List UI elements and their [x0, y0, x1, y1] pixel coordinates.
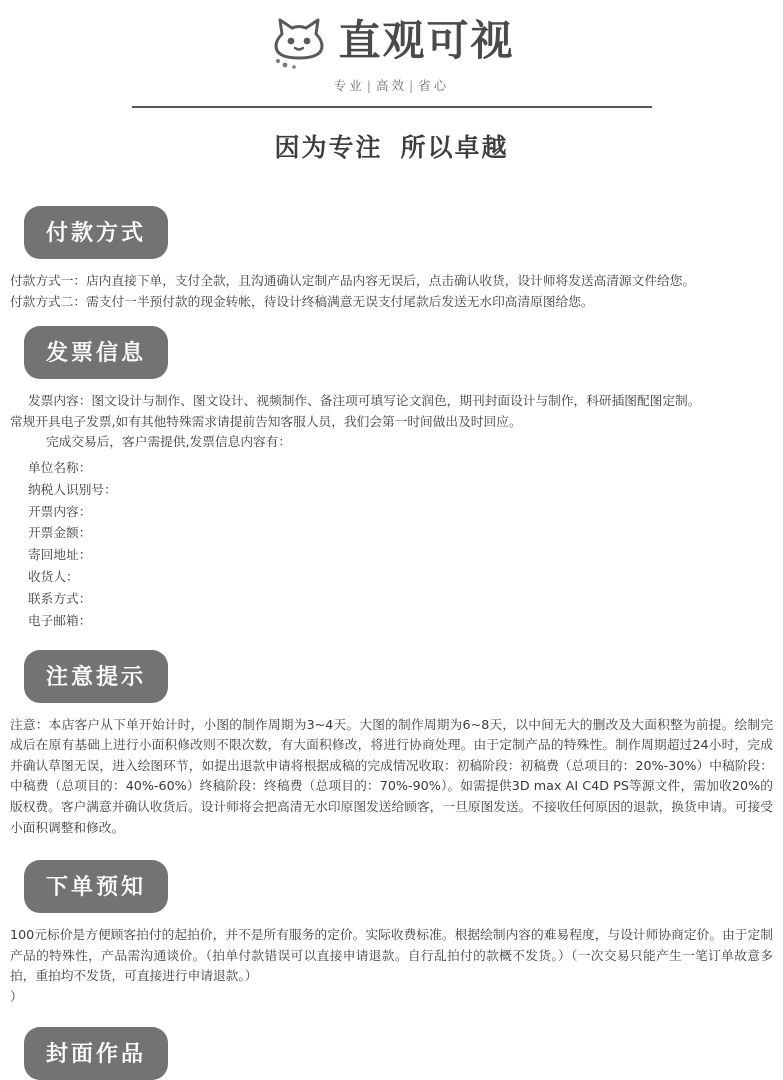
notice-paragraph-1: 注意：本店客户从下单开始计时，小图的制作周期为3~4天。大图的制作周期为6~8天，以中间无大的删改及大面积整为前提。绘制完成后在原有基础上进行小面积修改则不限次数，有大面积修改，将进行协商处理。由于定制产品的特殊性。制作周期超过24小时，完成并确认草图无误，进入绘图环节，如提出退款申请将根据成稿的完成情况收取：初稿阶段：初稿费（总项目的：20%-30%）中稿阶段：中稿费（总项目的：40%-60%）终稿阶段：终稿费（总项目的：70%-90%）。如需提供3D max AI C4D PS等源文件，需加收20%的版权费。客户满意并确认收货后。设计师将会把高清无水印原图发送给顾客，一旦原图发送。不接收任何原因的退款，换货申请。可接受小面积调整和修改。: [10, 716, 773, 835]
slogan-right: 所以卓越: [400, 133, 509, 162]
section-title-payment: 付款方式: [24, 206, 168, 259]
section-title-invoice: 发票信息: [24, 326, 168, 379]
section-notice-body: [0, 715, 783, 838]
tagline-part-3: 省心: [418, 78, 450, 93]
slogan-left: 因为专注: [274, 133, 383, 162]
header-divider: [132, 106, 652, 108]
tagline-separator-1: |: [366, 78, 374, 93]
section-preorder: [0, 860, 783, 1007]
section-cover-works: [0, 1027, 783, 1080]
payment-paragraph-1: 付款方式一：店内直接下单，支付全款，且沟通确认定制产品内容无误后，点击确认收货，设计师将发送高清源文件给您。: [10, 273, 696, 288]
invoice-paragraph-1: 发票内容：图文设计与制作、图文设计、视频制作、备注项可填写论文润色，期刊封面设计与制作，科研插图配图定制。: [28, 393, 701, 409]
section-invoice: [0, 326, 783, 631]
invoice-field-list: [10, 457, 773, 632]
cat-face-logo-icon: [268, 12, 330, 70]
preorder-paragraph-2: ）: [10, 988, 23, 1004]
tagline-separator-2: |: [409, 78, 417, 93]
logo-row: [268, 12, 514, 70]
tagline-part-2: 高效: [375, 78, 407, 93]
section-notice: [0, 650, 783, 838]
section-preorder-title-wrap: [0, 860, 783, 913]
invoice-field-company-name: 单位名称：: [28, 459, 92, 475]
invoice-field-recipient: 收货人：: [28, 569, 79, 585]
section-payment: [0, 206, 783, 312]
invoice-paragraph-2: 常规开具电子发票,如有其他特殊需求请提前告知客服人员，我们会第一时间做出及时回应。: [10, 413, 522, 429]
preorder-paragraph-1: 100元标价是方便顾客拍付的起拍价，并不是所有服务的定价。实际收费标准。根据绘制内容的难易程度，与设计师协商定价。由于定制产品的特殊性，产品需沟通谈价。（拍单付款错误可以直接申请退款。自行乱拍付的款概不发货。）（一次交易只能产生一笔订单故意多拍，重拍均不发货，可直接进行申请退款。）: [10, 927, 773, 984]
invoice-field-contact: 联系方式：: [28, 590, 92, 606]
section-cover-works-title-wrap: [0, 1027, 783, 1080]
section-invoice-title-wrap: [0, 326, 783, 379]
section-preorder-body: [0, 925, 783, 1007]
invoice-field-content: 开票内容：: [28, 503, 92, 519]
section-payment-title-wrap: [0, 206, 783, 259]
invoice-field-email: 电子邮箱：: [28, 612, 92, 628]
page-header: [0, 0, 783, 164]
section-notice-title-wrap: [0, 650, 783, 703]
brand-tagline: [334, 76, 449, 94]
page-slogan: [274, 128, 508, 164]
section-title-cover-works: 封面作品: [24, 1027, 168, 1080]
payment-paragraph-2: 付款方式二：需支付一半预付款的现金转帐，待设计终稿满意无误支付尾款后发送无水印高清原图给您。: [10, 293, 594, 309]
section-invoice-body: [0, 391, 783, 631]
invoice-field-taxpayer-id: 纳税人识别号：: [28, 481, 117, 497]
brand-title: 直观可视: [338, 16, 515, 65]
section-payment-body: [0, 271, 783, 312]
section-title-notice: 注意提示: [24, 650, 168, 703]
tagline-part-1: 专业: [333, 78, 365, 93]
section-title-preorder: 下单预知: [24, 860, 168, 913]
invoice-field-return-address: 寄回地址：: [28, 547, 92, 563]
invoice-paragraph-3: 完成交易后，客户需提供,发票信息内容有：: [46, 434, 292, 450]
invoice-field-amount: 开票金额：: [28, 525, 92, 541]
